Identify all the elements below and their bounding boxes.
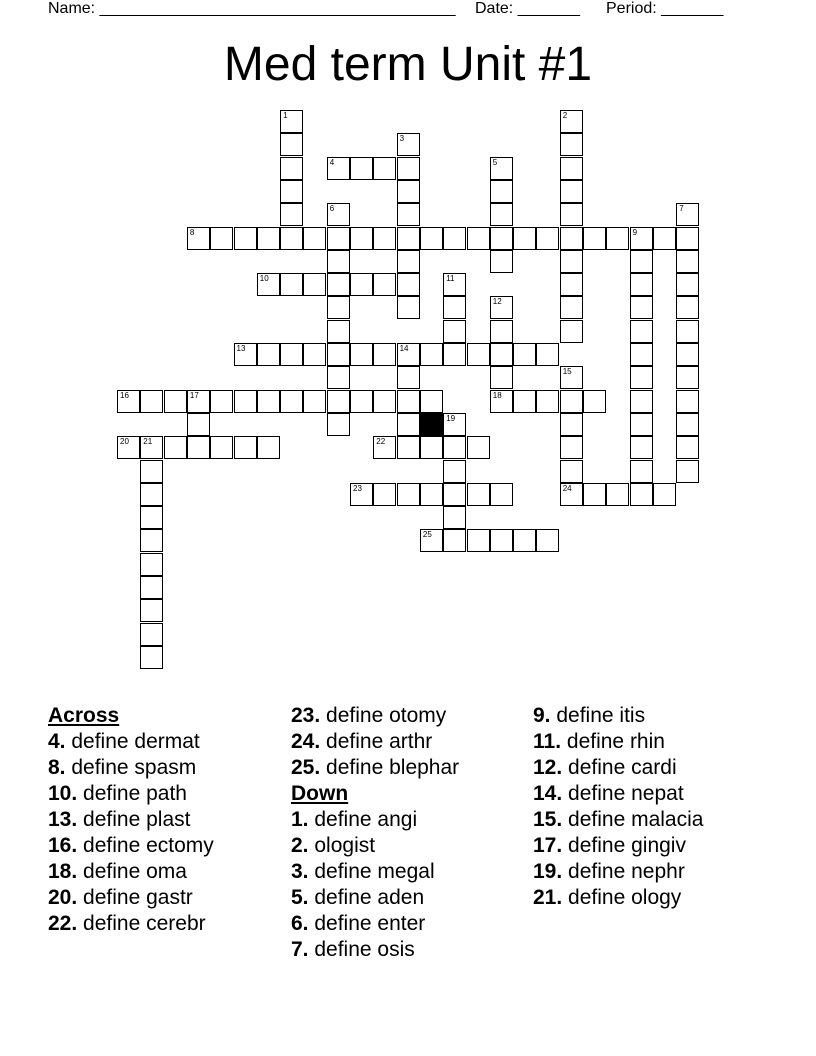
crossword-cell[interactable] [630, 320, 653, 343]
crossword-cell[interactable] [630, 390, 653, 413]
crossword-cell[interactable] [397, 296, 420, 319]
clue-item-number: 9. [533, 704, 551, 727]
black-square [420, 413, 443, 436]
crossword-cell[interactable] [140, 506, 163, 529]
crossword-cell[interactable] [560, 133, 583, 156]
crossword-cell[interactable] [397, 250, 420, 273]
crossword-cell[interactable] [630, 296, 653, 319]
crossword-cell[interactable] [583, 227, 606, 250]
clue-item-text: define malacia [568, 808, 704, 831]
clue-number: 6 [329, 204, 335, 214]
clue-number: 1 [283, 111, 288, 120]
clue-item-number: 17. [533, 834, 563, 857]
crossword-cell[interactable] [490, 180, 513, 203]
crossword-cell[interactable] [373, 436, 396, 459]
crossword-cell[interactable] [257, 390, 280, 413]
clue-item-number: 25. [291, 756, 321, 779]
crossword-cell[interactable] [676, 413, 699, 436]
crossword-cell[interactable] [303, 227, 326, 250]
crossword-cell[interactable] [630, 273, 653, 296]
crossword-cell[interactable] [397, 366, 420, 389]
crossword-cell[interactable] [280, 203, 303, 226]
crossword-cell[interactable] [443, 413, 466, 436]
crossword-cell[interactable] [373, 390, 396, 413]
clue-item-number: 20. [48, 886, 78, 909]
crossword-cell[interactable] [490, 320, 513, 343]
crossword-cell[interactable] [467, 227, 490, 250]
clue-item-text: define gastr [83, 886, 193, 909]
crossword-cell[interactable] [676, 296, 699, 319]
crossword-cell[interactable] [140, 483, 163, 506]
crossword-cell[interactable] [327, 157, 350, 180]
crossword-cell[interactable] [490, 296, 513, 319]
clue-item-number: 13. [48, 808, 78, 831]
clue-item-text: define enter [314, 912, 426, 935]
crossword-cell[interactable] [373, 157, 396, 180]
crossword-cell[interactable] [397, 413, 420, 436]
crossword-cell[interactable] [327, 296, 350, 319]
crossword-cell[interactable] [350, 157, 373, 180]
clue-number: 11 [446, 274, 455, 284]
clue-number: 7 [679, 204, 684, 214]
clue-number: 5 [492, 157, 498, 167]
clue-item-number: 24. [291, 730, 321, 753]
clue-number: 16 [120, 390, 129, 400]
crossword-cell[interactable] [653, 227, 676, 250]
crossword-cell[interactable] [303, 343, 326, 366]
clue-item [291, 859, 531, 885]
clue-number: 12 [492, 297, 502, 307]
clue-item-number: 11. [533, 730, 562, 753]
crossword-cell[interactable] [420, 483, 443, 506]
crossword-cell[interactable] [560, 436, 583, 459]
clue-item-number: 5. [291, 886, 309, 909]
crossword-cell[interactable] [560, 250, 583, 273]
across-heading: Across [48, 704, 120, 727]
crossword-cell[interactable] [630, 460, 653, 483]
clue-item-text: define angi [314, 808, 418, 831]
crossword-cell[interactable] [280, 227, 303, 250]
crossword-cell[interactable] [327, 413, 350, 436]
crossword-cell[interactable] [420, 390, 443, 413]
clue-item-number: 7. [291, 938, 309, 961]
crossword-cell[interactable] [140, 576, 163, 599]
clue-item-number: 12. [533, 756, 563, 779]
crossword-cell[interactable] [327, 203, 350, 226]
crossword-cell[interactable] [560, 296, 583, 319]
crossword-cell[interactable] [606, 483, 629, 506]
crossword-cell[interactable] [560, 273, 583, 296]
crossword-cell[interactable] [280, 273, 303, 296]
crossword-cell[interactable] [327, 320, 350, 343]
crossword-cell[interactable] [490, 250, 513, 273]
period-field-label: Period: _______ [606, 0, 724, 17]
clue-item [48, 729, 288, 755]
clue-column-2 [291, 703, 531, 963]
clue-item [48, 833, 288, 859]
clue-item-text: define itis [556, 704, 646, 727]
crossword-cell[interactable] [303, 273, 326, 296]
clue-item-text: define path [83, 782, 187, 805]
crossword-cell[interactable] [140, 599, 163, 622]
clue-item-text: ologist [314, 834, 376, 857]
clue-number: 8 [189, 227, 195, 237]
crossword-cell[interactable] [187, 436, 210, 459]
crossword-cell[interactable] [303, 390, 326, 413]
crossword-cell[interactable] [397, 390, 420, 413]
clue-item-text: define arthr [326, 730, 433, 753]
crossword-cell[interactable] [350, 390, 373, 413]
clue-item-text: define plast [83, 808, 191, 831]
clue-number: 19 [446, 413, 456, 423]
crossword-cell[interactable] [560, 366, 583, 389]
crossword-cell[interactable] [560, 180, 583, 203]
clue-item [291, 807, 531, 833]
crossword-cell[interactable] [234, 227, 257, 250]
clue-item-text: define ectomy [83, 834, 214, 857]
clue-item [291, 833, 531, 859]
crossword-cell[interactable] [350, 343, 373, 366]
clue-item [291, 911, 531, 937]
crossword-cell[interactable] [630, 343, 653, 366]
clue-number: 3 [399, 134, 405, 144]
crossword-cell[interactable] [420, 227, 443, 250]
crossword-cell[interactable] [397, 133, 420, 156]
clue-item [291, 703, 531, 729]
crossword-cell[interactable] [676, 203, 699, 226]
crossword-cell[interactable] [257, 436, 280, 459]
crossword-cell[interactable] [397, 157, 420, 180]
crossword-cell[interactable] [257, 227, 280, 250]
page-title: Med term Unit #1 [223, 38, 593, 91]
crossword-cell[interactable] [327, 343, 350, 366]
crossword-cell[interactable] [536, 529, 559, 552]
crossword-cell[interactable] [280, 133, 303, 156]
crossword-cell[interactable] [397, 343, 420, 366]
clue-item-number: 6. [291, 912, 309, 935]
crossword-cell[interactable] [397, 203, 420, 226]
crossword-cell[interactable] [560, 413, 583, 436]
clue-item [533, 781, 773, 807]
crossword-cell[interactable] [327, 273, 350, 296]
crossword-cell[interactable] [140, 529, 163, 552]
clue-item-number: 22. [48, 912, 78, 935]
crossword-cell[interactable] [234, 436, 257, 459]
clue-item-number: 21. [533, 886, 563, 909]
crossword-cell[interactable] [140, 553, 163, 576]
crossword-cell[interactable] [234, 390, 257, 413]
down-heading: Down [291, 782, 349, 805]
clue-item-text: define nephr [568, 860, 685, 883]
crossword-cell[interactable] [373, 483, 396, 506]
crossword-cell[interactable] [676, 273, 699, 296]
crossword-cell[interactable] [490, 157, 513, 180]
crossword-cell[interactable] [443, 529, 466, 552]
crossword-cell[interactable] [606, 227, 629, 250]
crossword-cell[interactable] [420, 529, 443, 552]
crossword-cell[interactable] [560, 483, 583, 506]
clue-item-number: 8. [48, 756, 66, 779]
clue-number: 25 [422, 530, 432, 540]
clue-item-text: define rhin [566, 730, 665, 753]
crossword-cell[interactable] [676, 436, 699, 459]
crossword-cell[interactable] [397, 227, 420, 250]
clue-number: 4 [329, 157, 335, 167]
clue-item-text: define blephar [326, 756, 460, 779]
crossword-cell[interactable] [373, 343, 396, 366]
crossword-cell[interactable] [583, 390, 606, 413]
date-field-label: Date: _______ [475, 0, 580, 17]
clue-number: 21 [143, 437, 153, 447]
crossword-cell[interactable] [140, 623, 163, 646]
crossword-cell[interactable] [350, 483, 373, 506]
crossword-cell[interactable] [350, 273, 373, 296]
clue-item [291, 885, 531, 911]
crossword-cell[interactable] [490, 366, 513, 389]
clue-item [533, 755, 773, 781]
crossword-cell[interactable] [443, 506, 466, 529]
clue-number: 20 [120, 437, 129, 447]
crossword-cell[interactable] [443, 483, 466, 506]
crossword-cell[interactable] [210, 390, 233, 413]
crossword-cell[interactable] [630, 483, 653, 506]
clue-item-text: define ology [568, 886, 682, 909]
crossword-cell[interactable] [397, 483, 420, 506]
crossword-cell[interactable] [210, 227, 233, 250]
crossword-cell[interactable] [280, 110, 303, 133]
clue-item-number: 19. [533, 860, 563, 883]
crossword-cell[interactable] [164, 390, 187, 413]
clue-item-text: define megal [314, 860, 435, 883]
clue-item-text: define osis [314, 938, 415, 961]
clue-number: 14 [399, 344, 409, 353]
clue-item [48, 885, 288, 911]
crossword-cell[interactable] [443, 343, 466, 366]
clue-item-text: define spasm [71, 756, 197, 779]
crossword-cell[interactable] [327, 366, 350, 389]
crossword-cell[interactable] [420, 343, 443, 366]
clue-number: 18 [492, 390, 502, 400]
crossword-cell[interactable] [187, 227, 210, 250]
clue-item-number: 10. [48, 782, 78, 805]
clue-item-number: 23. [291, 704, 321, 727]
clue-item-number: 1. [291, 808, 309, 831]
clue-item [291, 755, 531, 781]
crossword-cell[interactable] [560, 390, 583, 413]
crossword-cell[interactable] [513, 343, 536, 366]
crossword-cell[interactable] [467, 343, 490, 366]
clue-item-number: 4. [48, 730, 66, 753]
crossword-cell[interactable] [140, 436, 163, 459]
clue-item [533, 729, 773, 755]
crossword-cell[interactable] [443, 436, 466, 459]
crossword-cell[interactable] [467, 529, 490, 552]
crossword-cell[interactable] [676, 390, 699, 413]
crossword-cell[interactable] [280, 180, 303, 203]
crossword-cell[interactable] [676, 460, 699, 483]
crossword-cell[interactable] [397, 436, 420, 459]
crossword-cell[interactable] [536, 343, 559, 366]
crossword-cell[interactable] [630, 250, 653, 273]
crossword-cell[interactable] [560, 110, 583, 133]
clue-number: 15 [562, 367, 572, 377]
crossword-cell[interactable] [327, 390, 350, 413]
crossword-cell[interactable] [513, 390, 536, 413]
clue-number: 2 [562, 111, 568, 120]
clue-number: 9 [632, 227, 638, 237]
clue-item-number: 14. [533, 782, 563, 805]
crossword-cell[interactable] [117, 390, 140, 413]
clue-item [533, 703, 773, 729]
clue-item-text: define cardi [568, 756, 677, 779]
clue-item [533, 833, 773, 859]
crossword-cell[interactable] [490, 483, 513, 506]
crossword-cell[interactable] [630, 436, 653, 459]
clue-item-text: define oma [83, 860, 187, 883]
crossword-cell[interactable] [373, 227, 396, 250]
crossword-cell[interactable] [164, 436, 187, 459]
clue-column-1 [48, 703, 288, 937]
crossword-cell[interactable] [117, 436, 140, 459]
crossword-cell[interactable] [560, 320, 583, 343]
crossword-cell[interactable] [513, 227, 536, 250]
crossword-cell[interactable] [397, 180, 420, 203]
crossword-cell[interactable] [373, 273, 396, 296]
clue-item-text: define nepat [568, 782, 684, 805]
clue-item [48, 781, 288, 807]
clue-number: 22 [376, 437, 386, 447]
crossword-cell[interactable] [280, 157, 303, 180]
crossword-cell[interactable] [676, 320, 699, 343]
crossword-cell[interactable] [350, 227, 373, 250]
crossword-cell[interactable] [490, 390, 513, 413]
crossword-cell[interactable] [280, 390, 303, 413]
clue-item [291, 729, 531, 755]
crossword-cell[interactable] [443, 320, 466, 343]
crossword-cell[interactable] [140, 646, 163, 669]
crossword-cell[interactable] [513, 529, 536, 552]
crossword-cell[interactable] [443, 460, 466, 483]
clue-item [48, 911, 288, 937]
crossword-cell[interactable] [630, 366, 653, 389]
clue-item-number: 3. [291, 860, 309, 883]
clue-item [291, 937, 531, 963]
clue-item-text: define otomy [326, 704, 447, 727]
clue-item [533, 807, 773, 833]
crossword-cell[interactable] [630, 227, 653, 250]
crossword-cell[interactable] [676, 343, 699, 366]
clue-number: 23 [353, 483, 362, 493]
crossword-cell[interactable] [676, 366, 699, 389]
clue-number: 13 [236, 344, 246, 353]
clue-number: 17 [189, 390, 199, 400]
crossword-cell[interactable] [653, 483, 676, 506]
crossword-cell[interactable] [490, 227, 513, 250]
clue-item-number: 2. [291, 834, 309, 857]
crossword-cell[interactable] [560, 203, 583, 226]
clue-item-number: 16. [48, 834, 78, 857]
crossword-cell[interactable] [327, 227, 350, 250]
clue-item [48, 807, 288, 833]
crossword-cell[interactable] [490, 529, 513, 552]
crossword-cell[interactable] [467, 483, 490, 506]
clue-item-text: define dermat [71, 730, 200, 753]
crossword-cell[interactable] [676, 250, 699, 273]
crossword-cell[interactable] [630, 413, 653, 436]
crossword-cell[interactable] [560, 227, 583, 250]
crossword-cell[interactable] [536, 227, 559, 250]
clue-number: 24 [562, 483, 572, 493]
crossword-cell[interactable] [490, 203, 513, 226]
clue-item-text: define aden [314, 886, 425, 909]
crossword-cell[interactable] [187, 390, 210, 413]
crossword-cell[interactable] [443, 296, 466, 319]
crossword-cell[interactable] [140, 460, 163, 483]
crossword-cell[interactable] [257, 273, 280, 296]
crossword-cell[interactable] [536, 390, 559, 413]
clue-item-text: define gingiv [568, 834, 686, 857]
clue-item-number: 15. [533, 808, 563, 831]
crossword-cell[interactable] [234, 343, 257, 366]
crossword-cell[interactable] [280, 343, 303, 366]
crossword-cell[interactable] [257, 343, 280, 366]
clue-item [48, 859, 288, 885]
clue-item [533, 885, 773, 911]
crossword-cell[interactable] [420, 436, 443, 459]
crossword-cell[interactable] [560, 460, 583, 483]
clue-number: 10 [259, 274, 269, 284]
crossword-cell[interactable] [676, 227, 699, 250]
crossword-cell[interactable] [467, 436, 490, 459]
crossword-cell[interactable] [210, 436, 233, 459]
clue-item [533, 859, 773, 885]
crossword-cell[interactable] [140, 390, 163, 413]
crossword-cell[interactable] [583, 483, 606, 506]
name-field-label: Name: ________________________________________ [48, 0, 456, 17]
clue-item-text: define cerebr [83, 912, 206, 935]
crossword-cell[interactable] [490, 343, 513, 366]
crossword-cell[interactable] [443, 273, 466, 296]
crossword-cell[interactable] [443, 227, 466, 250]
clue-item [48, 755, 288, 781]
clue-column-3 [533, 703, 773, 911]
clue-item-number: 18. [48, 860, 78, 883]
crossword-cell[interactable] [327, 250, 350, 273]
crossword-cell[interactable] [397, 273, 420, 296]
crossword-cell[interactable] [560, 157, 583, 180]
crossword-cell[interactable] [187, 413, 210, 436]
